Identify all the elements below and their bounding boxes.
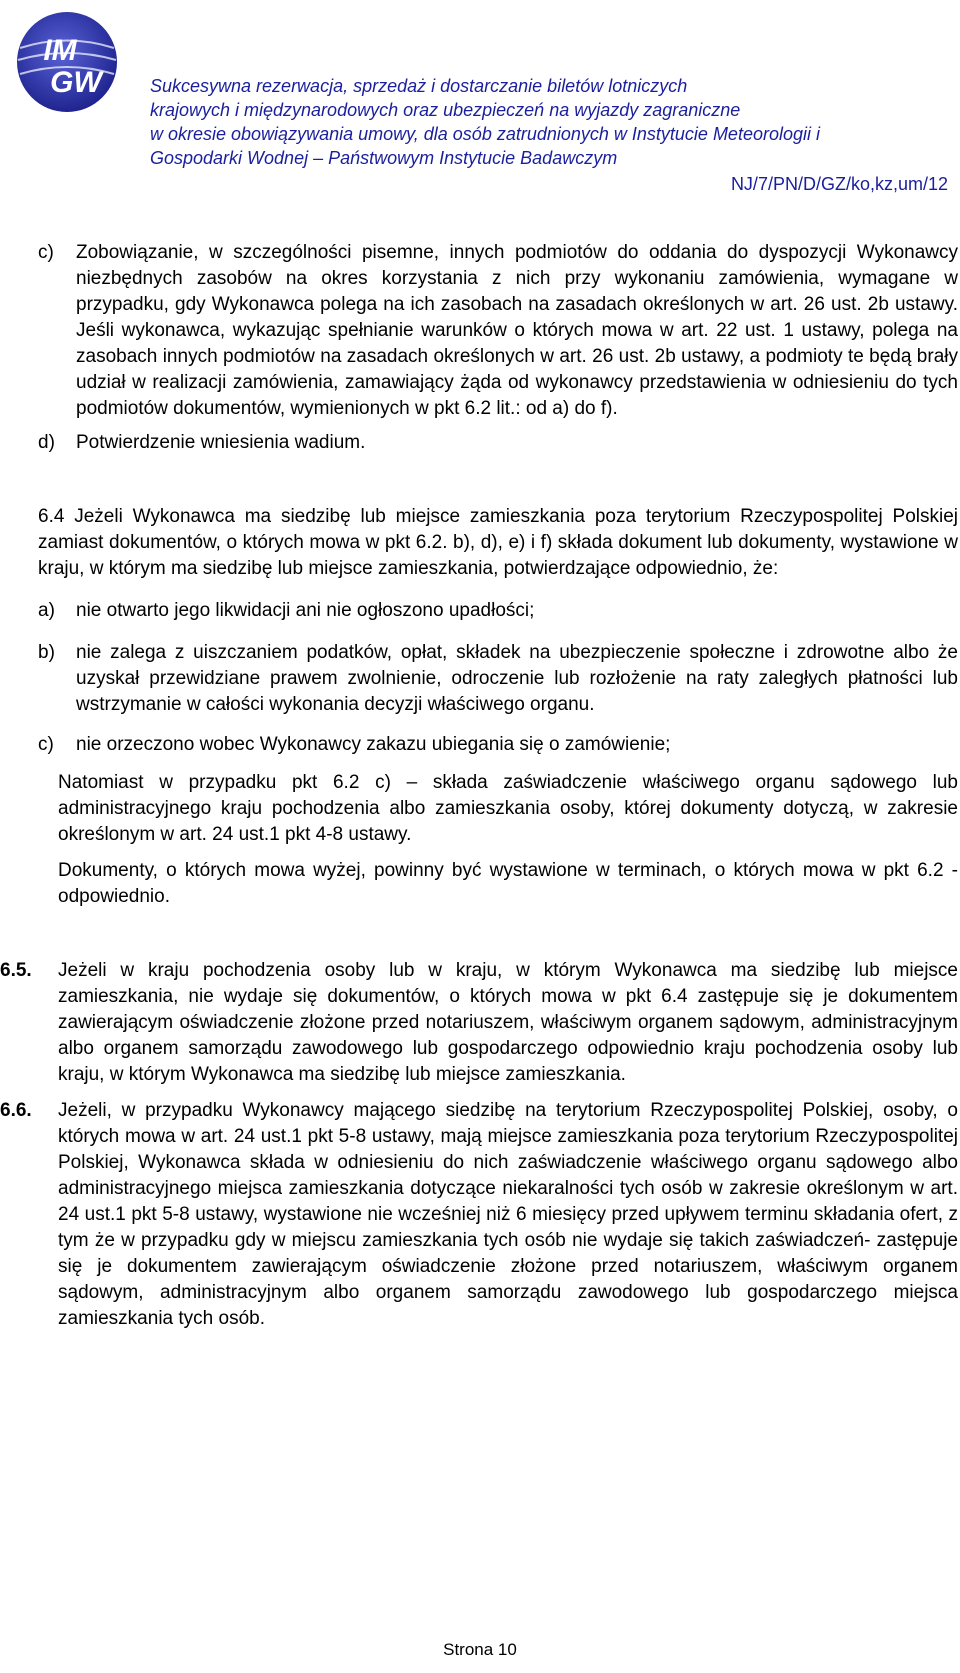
paragraph-dokumenty: Dokumenty, o których mowa wyżej, powinny być wystawione w terminach, o których mowa w pkt 6.2 - odpowiednio. <box>58 860 958 907</box>
list-item-label: d) <box>38 432 55 453</box>
document-body <box>0 240 958 1332</box>
list-item-label: c) <box>38 734 54 755</box>
sub-item-a <box>38 598 958 624</box>
page-number: Strona 10 <box>443 1640 517 1659</box>
svg-text:GW: GW <box>50 66 102 99</box>
section-6-4: 6.4 Jeżeli Wykonawca ma siedzibę lub miejsce zamieszkania poza terytorium Rzeczypospolitej Polskiej zamiast dokumentów, o których mowa w pkt 6.2. b), d), e) i f) składa dokument lub dokumenty, wystawione w kraju, w którym ma siedzibę lub miejsce zamieszkania, potwierdzające odpowiednio, że: <box>38 506 958 579</box>
list-item-c <box>38 240 958 422</box>
section-6-6 <box>0 1098 958 1332</box>
list-item-text: Zobowiązanie, w szczególności pisemne, innych podmiotów do oddania do dyspozycji Wykonawcy niezbędnych zasobów na okres korzystania z nich przy wykonaniu zamówienia, wymagane w przypadku, gdy Wykonawca polega na ich zasobach na zasadach określonych w art. 26 ust. 2b ustawy. Jeśli wykonawca, wykazując spełnianie warunków o których mowa w art. 22 ust. 1 ustawy, polega na zasobach innych podmiotów na zasadach określonych w art. 26 ust. 2b ustawy, a podmioty te będą brały udział w realizacji zamówienia, zamawiający żąda od wykonawcy przedstawienia w odniesieniu do tych podmiotów dokumentów, wymienionych w pkt 6.2 lit.: od a) do f). <box>76 242 958 419</box>
list-item-label: b) <box>38 642 55 663</box>
section-number: 6.5. <box>0 960 32 981</box>
list-item-text: nie orzeczono wobec Wykonawcy zakazu ubiegania się o zamówienie; <box>76 734 671 755</box>
list-item-label: c) <box>38 242 54 263</box>
section-text: Jeżeli w kraju pochodzenia osoby lub w kraju, w którym Wykonawca ma siedzibę lub miejsce zamieszkania, nie wydaje się dokumentów, o których mowa w pkt 6.4 zastępuje się je dokumentem zawierającym oświadczenie złożone przed notariuszem, właściwym organem sądowym, administracyjnym albo organem samorządu zawodowego lub gospodarczego odpowiednio kraju pochodzenia osoby lub kraju, w którym Wykonawca ma siedzibę lub miejsce zamieszkania. <box>58 960 958 1085</box>
sub-item-b <box>38 640 958 718</box>
section-6-5 <box>0 958 958 1088</box>
paragraph-natomiast: Natomiast w przypadku pkt 6.2 c) – składa zaświadczenie właściwego organu sądowego lub administracyjnego kraju pochodzenia albo zamieszkania osoby, której dokumenty dotyczą, w zakresie określonym w art. 24 ust.1 pkt 4-8 ustawy. <box>58 772 958 845</box>
list-item-text: nie otwarto jego likwidacji ani nie ogłoszono upadłości; <box>76 600 535 621</box>
header-title-line: krajowych i międzynarodowych oraz ubezpieczeń na wyjazdy zagraniczne <box>150 100 741 120</box>
list-item-label: a) <box>38 600 55 621</box>
header-title-line: w okresie obowiązywania umowy, dla osób zatrudnionych w Instytucie Meteorologii i <box>150 124 820 144</box>
imgw-logo <box>12 8 122 116</box>
section-text: Jeżeli, w przypadku Wykonawcy mającego siedzibę na terytorium Rzeczypospolitej Polskiej, osoby, o których mowa w art. 24 ust.1 pkt 5-8 ustawy, mają miejsce zamieszkania poza terytorium Rzeczypospolitej Polskiej, Wykonawca składa w odniesieniu do nich zaświadczenie właściwego organu sądowego albo administracyjnego miejsca zamieszkania dotyczące niekaralności tych osób w zakresie określonym w art. 24 ust.1 pkt 5-8 ustawy, wystawione nie wcześniej niż 6 miesięcy przed upływem terminu składania ofert, z tym że w przypadku gdy w miejscu zamieszkania tych osób nie wydaje się takich zaświadczeń- zastępuje się je dokumentem zawierającym oświadczenie złożone przed notariuszem, właściwym organem sądowym, administracyjnym albo organem samorządu zawodowego lub gospodarczego miejsca zamieszkania tych osób. <box>58 1100 958 1329</box>
page-header <box>0 0 960 205</box>
list-item-text: nie zalega z uiszczaniem podatków, opłat, składek na ubezpieczenie społeczne i zdrowotne albo że uzyskał przewidziane prawem zwolnienie, odroczenie lub rozłożenie na raty zaległych płatności lub wstrzymanie w całości wykonania decyzji właściwego organu. <box>76 642 958 715</box>
list-item-text: Potwierdzenie wniesienia wadium. <box>76 432 366 453</box>
document-reference: NJ/7/PN/D/GZ/ko,kz,um/12 <box>730 174 948 194</box>
section-number: 6.6. <box>0 1100 32 1121</box>
sub-item-c <box>38 732 958 758</box>
header-title <box>150 74 950 170</box>
header-title-line: Gospodarki Wodnej – Państwowym Instytucie Badawczym <box>150 148 618 168</box>
header-title-line: Sukcesywna rezerwacja, sprzedaż i dostarczanie biletów lotniczych <box>150 76 688 96</box>
list-item-d <box>38 430 958 456</box>
svg-text:IM: IM <box>43 34 77 67</box>
